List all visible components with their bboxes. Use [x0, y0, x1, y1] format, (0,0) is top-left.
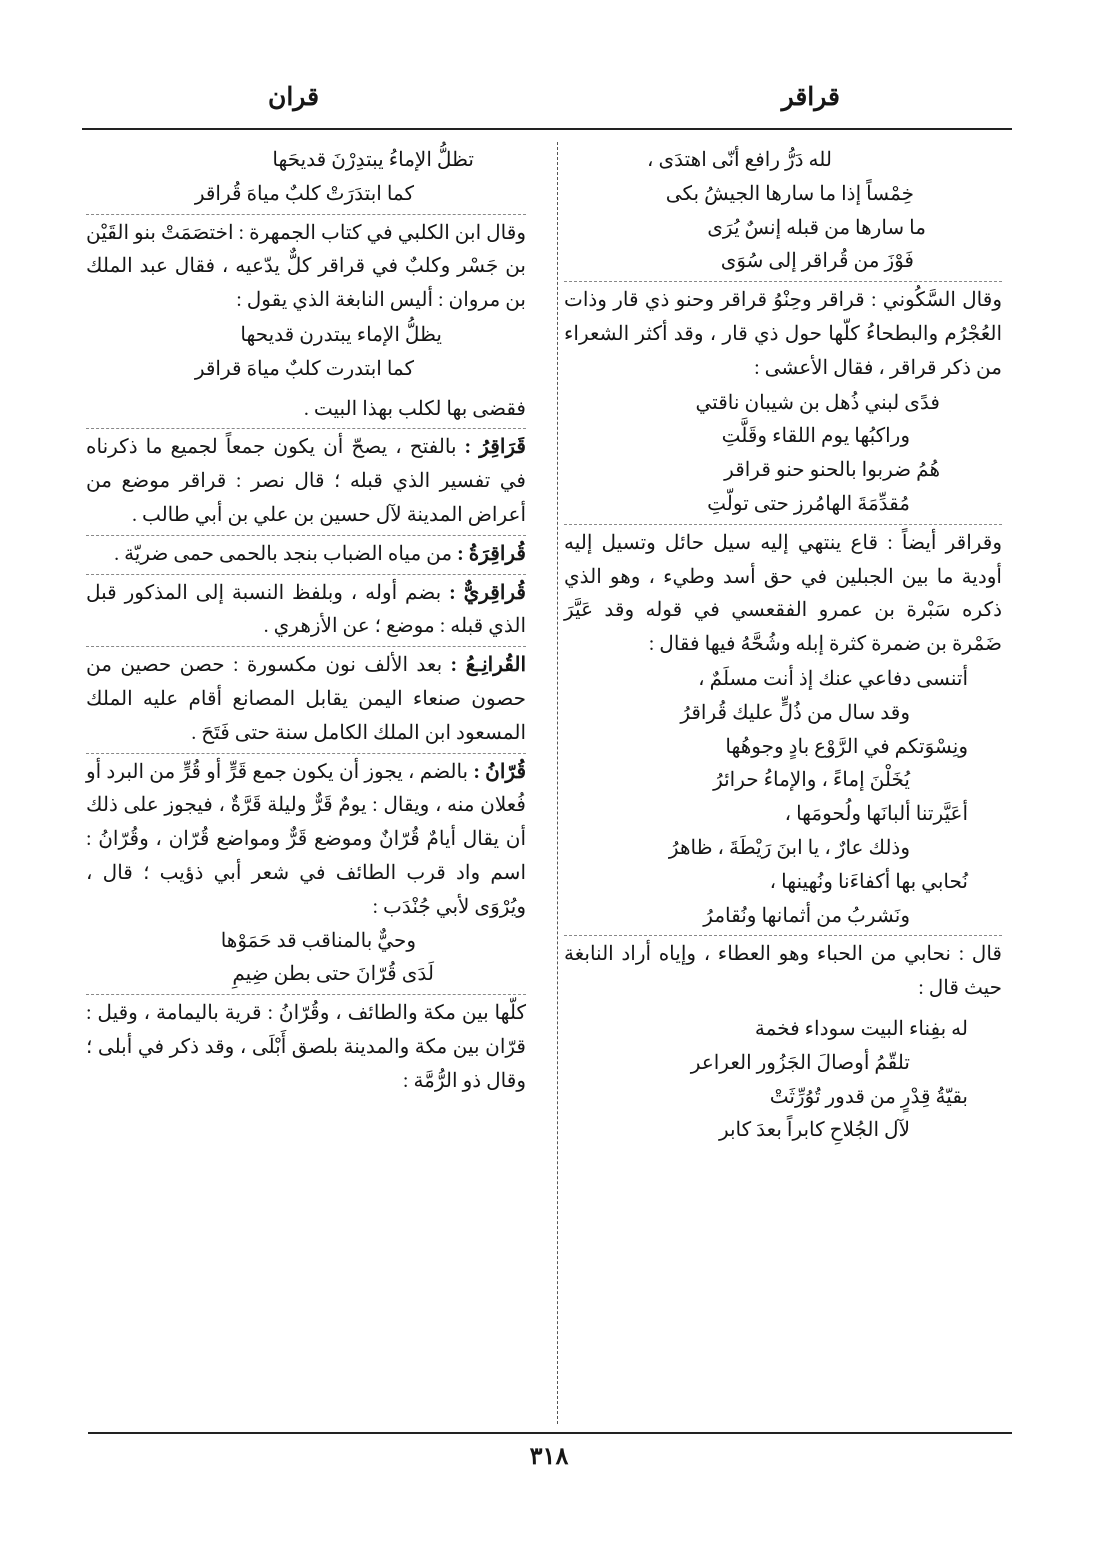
dictionary-entry	[86, 538, 526, 572]
paragraph: قال : نحابي من الحباء وهو العطاء ، وإياه أراد النابغة حيث قال :	[564, 943, 1002, 1000]
section-divider	[86, 214, 526, 215]
poem-verse	[86, 925, 526, 993]
entry-text: بضم أوله ، وبلفظ النسبة إلى المذكور قبل الذي قبله : موضع ؛ عن الأزهري .	[86, 581, 526, 638]
poem-verse	[564, 144, 1002, 279]
dictionary-entry	[86, 649, 526, 750]
verse-line: لآل الجُلاحِ كابراً بعدَ كابر	[718, 1119, 910, 1142]
paragraph: وقال السَّكُوني : قراقر وحِنْوُ قراقر وحنو ذي قار وذات العُجْرُم والبطحاءُ كلّها حول ذي قار ، وقد أكثر الشعراء من ذكر قراقر ، فقال الأعشى :	[564, 289, 1002, 379]
entry-headword: قُراقِريٌّ :	[449, 581, 526, 604]
verse-line: وذلك عارٌ ، يا ابنَ رَيْطَةَ ، ظاهرُ	[668, 836, 910, 859]
verse-line: يظلُّ الإماء يبتدرن قديحها	[240, 323, 442, 346]
entry-text: بعد الألف نون مكسورة : حصن حصين من حصون صنعاء اليمن يقابل المصانع أقام عليه الملك المسعود ابن الملك الكامل سنة حتى فَتَحَ .	[86, 654, 526, 744]
verse-line: أتنسى دفاعي عنك إذ أنت مسلَمٌ ،	[698, 667, 968, 690]
verse-line: فدًى لبني ذُهل بن شيبان ناقتي	[695, 391, 940, 414]
entry-headword: القُرانِـعُ :	[450, 654, 526, 677]
poem-verse	[564, 1013, 1002, 1148]
verse-line: وقد سال من ذُلٍّ عليك قُراقرُ	[680, 701, 910, 724]
verse-line: بقيّةُ قِدْرٍ من قدور تُوُرِّثَتْ	[769, 1085, 968, 1108]
section-divider	[564, 281, 1002, 282]
verse-line: مُقدِّمَةَ الهامُرز حتى تولّتِ	[707, 492, 910, 515]
dictionary-entry	[86, 756, 526, 925]
verse-line: كما ابتدَرَتْ كلبٌ مياهَ قُراقر	[194, 182, 414, 205]
running-header-right: قراقر	[781, 84, 840, 111]
verse-line: لَدَى قُرّانَ حتى بطن ضِيمِ	[232, 963, 434, 986]
verse-line: خِمْساً إذا ما سارها الجيشُ بكى	[665, 182, 914, 205]
left-column	[86, 144, 526, 1100]
verse-line: كما ابتدرت كلبٌ مياهَ قراقر	[194, 357, 414, 380]
verse-line: أعَيَّرتنا ألبانَها ولُحومَها ،	[784, 803, 968, 826]
verse-line: له بفِناء البيت سوداء فخمة	[754, 1017, 968, 1040]
paragraph: وقراقر أيضاً : قاع ينتهي إليه سيل حائل وتسيل إليه أودية ما بين الجبلين في حق أسد وطيء ، وهو الذي ذكره سَبْرة بن عمرو الفقعسي في قوله وقد عَيَّرَ ضَمْرة بن ضمرة كثرة إبله وشُحَّهُ فيها فقال :	[564, 531, 1002, 656]
verse-line: وحيٌّ بالمناقب قد حَمَوْها	[220, 929, 416, 952]
dictionary-entry	[86, 577, 526, 645]
footer-rule	[88, 1432, 1012, 1434]
section-divider	[86, 994, 526, 995]
verse-line: يُخَلْنَ إماءً ، والإماءُ حرائرُ	[713, 769, 910, 792]
verse-line: وراكبُها يوم اللقاء وقَلَّتِ	[721, 425, 910, 448]
verse-line: نُحابي بها أكفاءَنا ونُهينها ،	[769, 870, 968, 893]
poem-verse	[86, 319, 526, 387]
section-divider	[86, 574, 526, 575]
paragraph: فقضى بها لكلب بهذا البيت .	[303, 397, 526, 420]
entry-headword: قُراقِرَةُ :	[457, 542, 526, 565]
column-separator	[557, 142, 558, 1424]
right-column	[564, 144, 1002, 1148]
section-divider	[86, 535, 526, 536]
verse-line: هُمُ ضربوا بالحنو حنو قراقر	[724, 459, 940, 482]
section-divider	[564, 935, 1002, 936]
verse-line: ما سارها من قبله إنسٌ يُرَى	[707, 216, 926, 239]
entry-text: من مياه الضباب بنجد بالحمى حمى ضريّة .	[114, 542, 453, 565]
entry-text: بالفتح ، يصحّ أن يكون جمعاً لجميع ما ذكرناه في تفسير الذي قبله ؛ قال نصر : قراقر موضع من أعراض المدينة لآل حسين بن علي بن أبي طالب .	[86, 436, 526, 526]
verse-line: لله دَرُّ رافع أنّى اهتدَى ،	[647, 149, 832, 171]
verse-line: فَوْزَ من قُراقر إلى سُوَى	[720, 250, 914, 273]
poem-verse	[564, 387, 1002, 522]
header-rule	[82, 128, 1012, 130]
running-header-left: قران	[268, 84, 320, 111]
entry-headword: قُرّانُ :	[473, 760, 527, 783]
verse-line: تظلُّ الإماءُ يبتدِرْنَ قديحَها	[272, 149, 474, 171]
verse-line: ونِسْوَتكم في الرَّوْع بادٍ وجوهُها	[725, 735, 968, 758]
section-divider	[86, 428, 526, 429]
section-divider	[86, 646, 526, 647]
section-divider	[86, 753, 526, 754]
dictionary-entry	[86, 431, 526, 532]
paragraph: وقال ابن الكلبي في كتاب الجمهرة : اختصَمَتْ بنو القَيْن بن جَسْر وكلبٌ في قراقر كلٌّ يدّعيه ، فقال عبد الملك بن مروان : أليس النابغة الذي يقول :	[86, 221, 526, 312]
poem-verse	[86, 144, 526, 212]
page-number: ٣١٨	[529, 1444, 569, 1470]
section-divider	[564, 524, 1002, 525]
entry-text: بالضم ، يجوز أن يكون جمع قَرٍّ أو قُرٍّ من البرد أو فُعلان منه ، ويقال : يومٌ قَرٌّ وليلة قَرَّةٌ ، فيجوز على ذلك أن يقال أيامٌ قُرّانٌ وموضع قَرٌّ ومواضع قُرّان ، وقُرّانُ : اسم واد قرب الطائف في شعر أبي ذؤيب ؛ قال ، ويُرْوَى لأبي جُنْدَب :	[86, 760, 526, 918]
entry-headword: قَرَاقِرُ :	[464, 436, 526, 459]
paragraph: كلّها بين مكة والطائف ، وقُرّانُ : قرية باليمامة ، وقيل : قرّان بين مكة والمدينة بلصق أَبْلَى ، وقد ذكر في أبلى ؛ وقال ذو الرُّمَّة :	[86, 1002, 526, 1092]
verse-line: ونَشربُ من أثمانها ونُقامرُ	[703, 904, 910, 927]
verse-line: تلقّمُ أوصالَ الجَزُور العراعر	[690, 1051, 910, 1074]
poem-verse	[564, 663, 1002, 933]
